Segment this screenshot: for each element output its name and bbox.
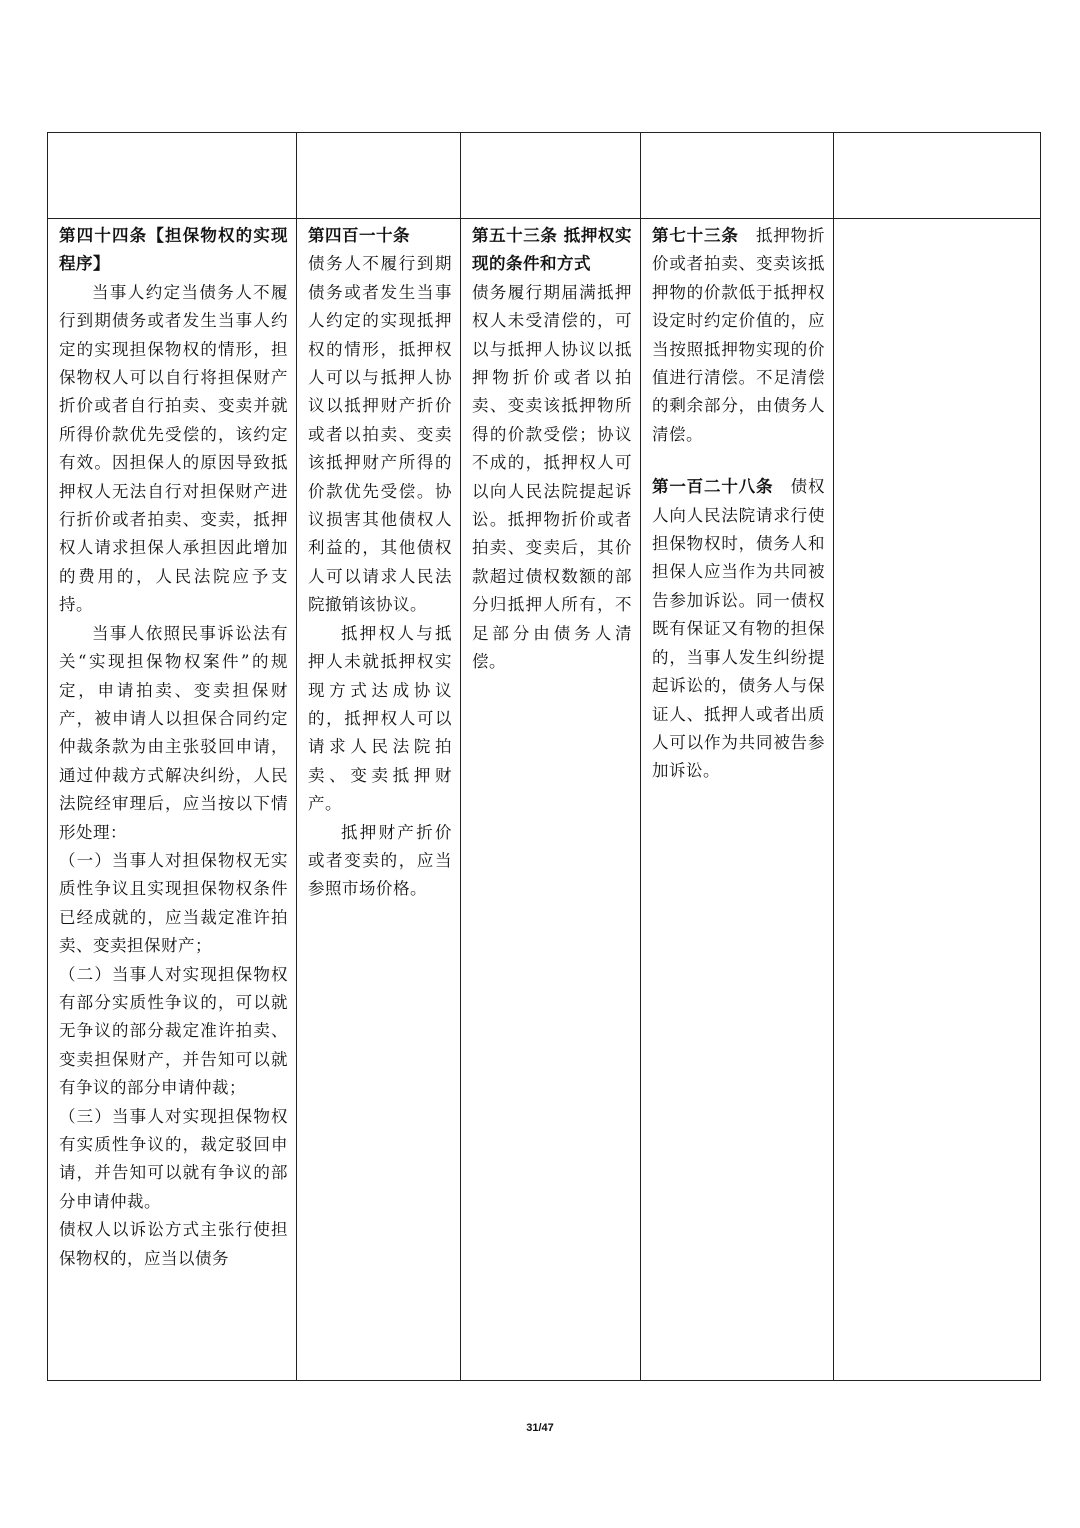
empty-cell	[834, 133, 1041, 219]
empty-header-row	[48, 133, 1041, 219]
page-number: 31/47	[526, 1422, 554, 1434]
article-paragraph: 当事人约定当债务人不履行到期债务或者发生当事人约定的实现担保物权的情形，担保物权人可以自行将担保财产折价或者自行拍卖、变卖并就所得价款优先受偿的，该约定有效。因担保人的原因导致抵押权人无法自行对担保财产进行折价或者拍卖、变卖，抵押权人请求担保人承担因此增加的费用的，人民法院应予支持。	[59, 282, 288, 615]
article-paragraph: （二）当事人对实现担保物权有部分实质性争议的，可以就无争议的部分裁定准许拍卖、变卖担保财产，并告知可以就有争议的部分申请仲裁；	[59, 964, 288, 1098]
empty-cell	[297, 133, 461, 219]
article-heading: 第一百二十八条	[652, 477, 774, 497]
column-cell-4	[641, 219, 834, 1381]
column-cell-2	[297, 219, 461, 1381]
article-heading: 第四百一十条	[308, 226, 410, 245]
empty-cell	[461, 133, 641, 219]
article-paragraph: 抵押财产折价或者变卖的，应当参照市场价格。	[308, 822, 452, 899]
article-paragraph: 债务履行期届满抵押权人未受清偿的，可以与抵押人协议以抵押物折价或者以拍卖、变卖该抵押物所得的价款受偿；协议不成的，抵押权人可以向人民法院提起诉讼。抵押物折价或者拍卖、变卖后，其价款超过债权数额的部分归抵押人所有，不足部分由债务人清偿。	[472, 282, 632, 672]
column-cell-3	[461, 219, 641, 1381]
article-paragraph	[652, 222, 825, 449]
article-text: 抵押物折价或者拍卖、变卖该抵押物的价款低于抵押权设定时约定价值的，应当按照抵押物实现的价值进行清偿。不足清偿的剩余部分，由债务人清偿。	[652, 226, 826, 444]
empty-cell	[641, 133, 834, 219]
article-paragraph: 债权人以诉讼方式主张行使担保物权的，应当以债务	[59, 1220, 288, 1268]
column-cell-1	[48, 219, 297, 1381]
article-paragraph: （一）当事人对担保物权无实质性争议且实现担保物权条件已经成就的，应当裁定准许拍卖、变卖担保财产；	[59, 850, 288, 956]
article-text: 债权人向人民法院请求行使担保物权时，债务人和担保人应当作为共同被告参加诉讼。同一债权既有保证又有物的担保的，当事人发生纠纷提起诉讼的，债务人与保证人、抵押人或者出质人可以作为共同被告参加诉讼。	[652, 477, 826, 781]
article-heading: 第五十三条 抵押权实现的条件和方式	[472, 226, 632, 274]
article-paragraph	[652, 473, 825, 785]
paragraph-gap	[652, 449, 825, 473]
column-cell-5	[834, 219, 1041, 1381]
law-comparison-table	[47, 132, 1041, 1381]
content-row	[48, 219, 1041, 1381]
article-heading: 第七十三条	[652, 226, 739, 245]
article-paragraph: 抵押权人与抵押人未就抵押权实现方式达成协议的，抵押权人可以请求人民法院拍卖、变卖抵押财产。	[308, 623, 452, 814]
article-heading: 第四十四条【担保物权的实现程序】	[59, 226, 288, 274]
empty-cell	[48, 133, 297, 219]
article-paragraph: 债务人不履行到期债务或者发生当事人约定的实现抵押权的情形，抵押权人可以与抵押人协议以抵押财产折价或者以拍卖、变卖该抵押财产所得的价款优先受偿。协议损害其他债权人利益的，其他债权人可以请求人民法院撤销该协议。	[308, 254, 452, 615]
article-paragraph: 当事人依照民事诉讼法有关“实现担保物权案件”的规定，申请拍卖、变卖担保财产，被申请人以担保合同约定仲裁条款为由主张驳回申请，通过仲裁方式解决纠纷，人民法院经审理后，应当按以下情形处理：	[59, 623, 288, 842]
article-paragraph: （三）当事人对实现担保物权有实质性争议的，裁定驳回申请，并告知可以就有争议的部分申请仲裁。	[59, 1106, 288, 1211]
